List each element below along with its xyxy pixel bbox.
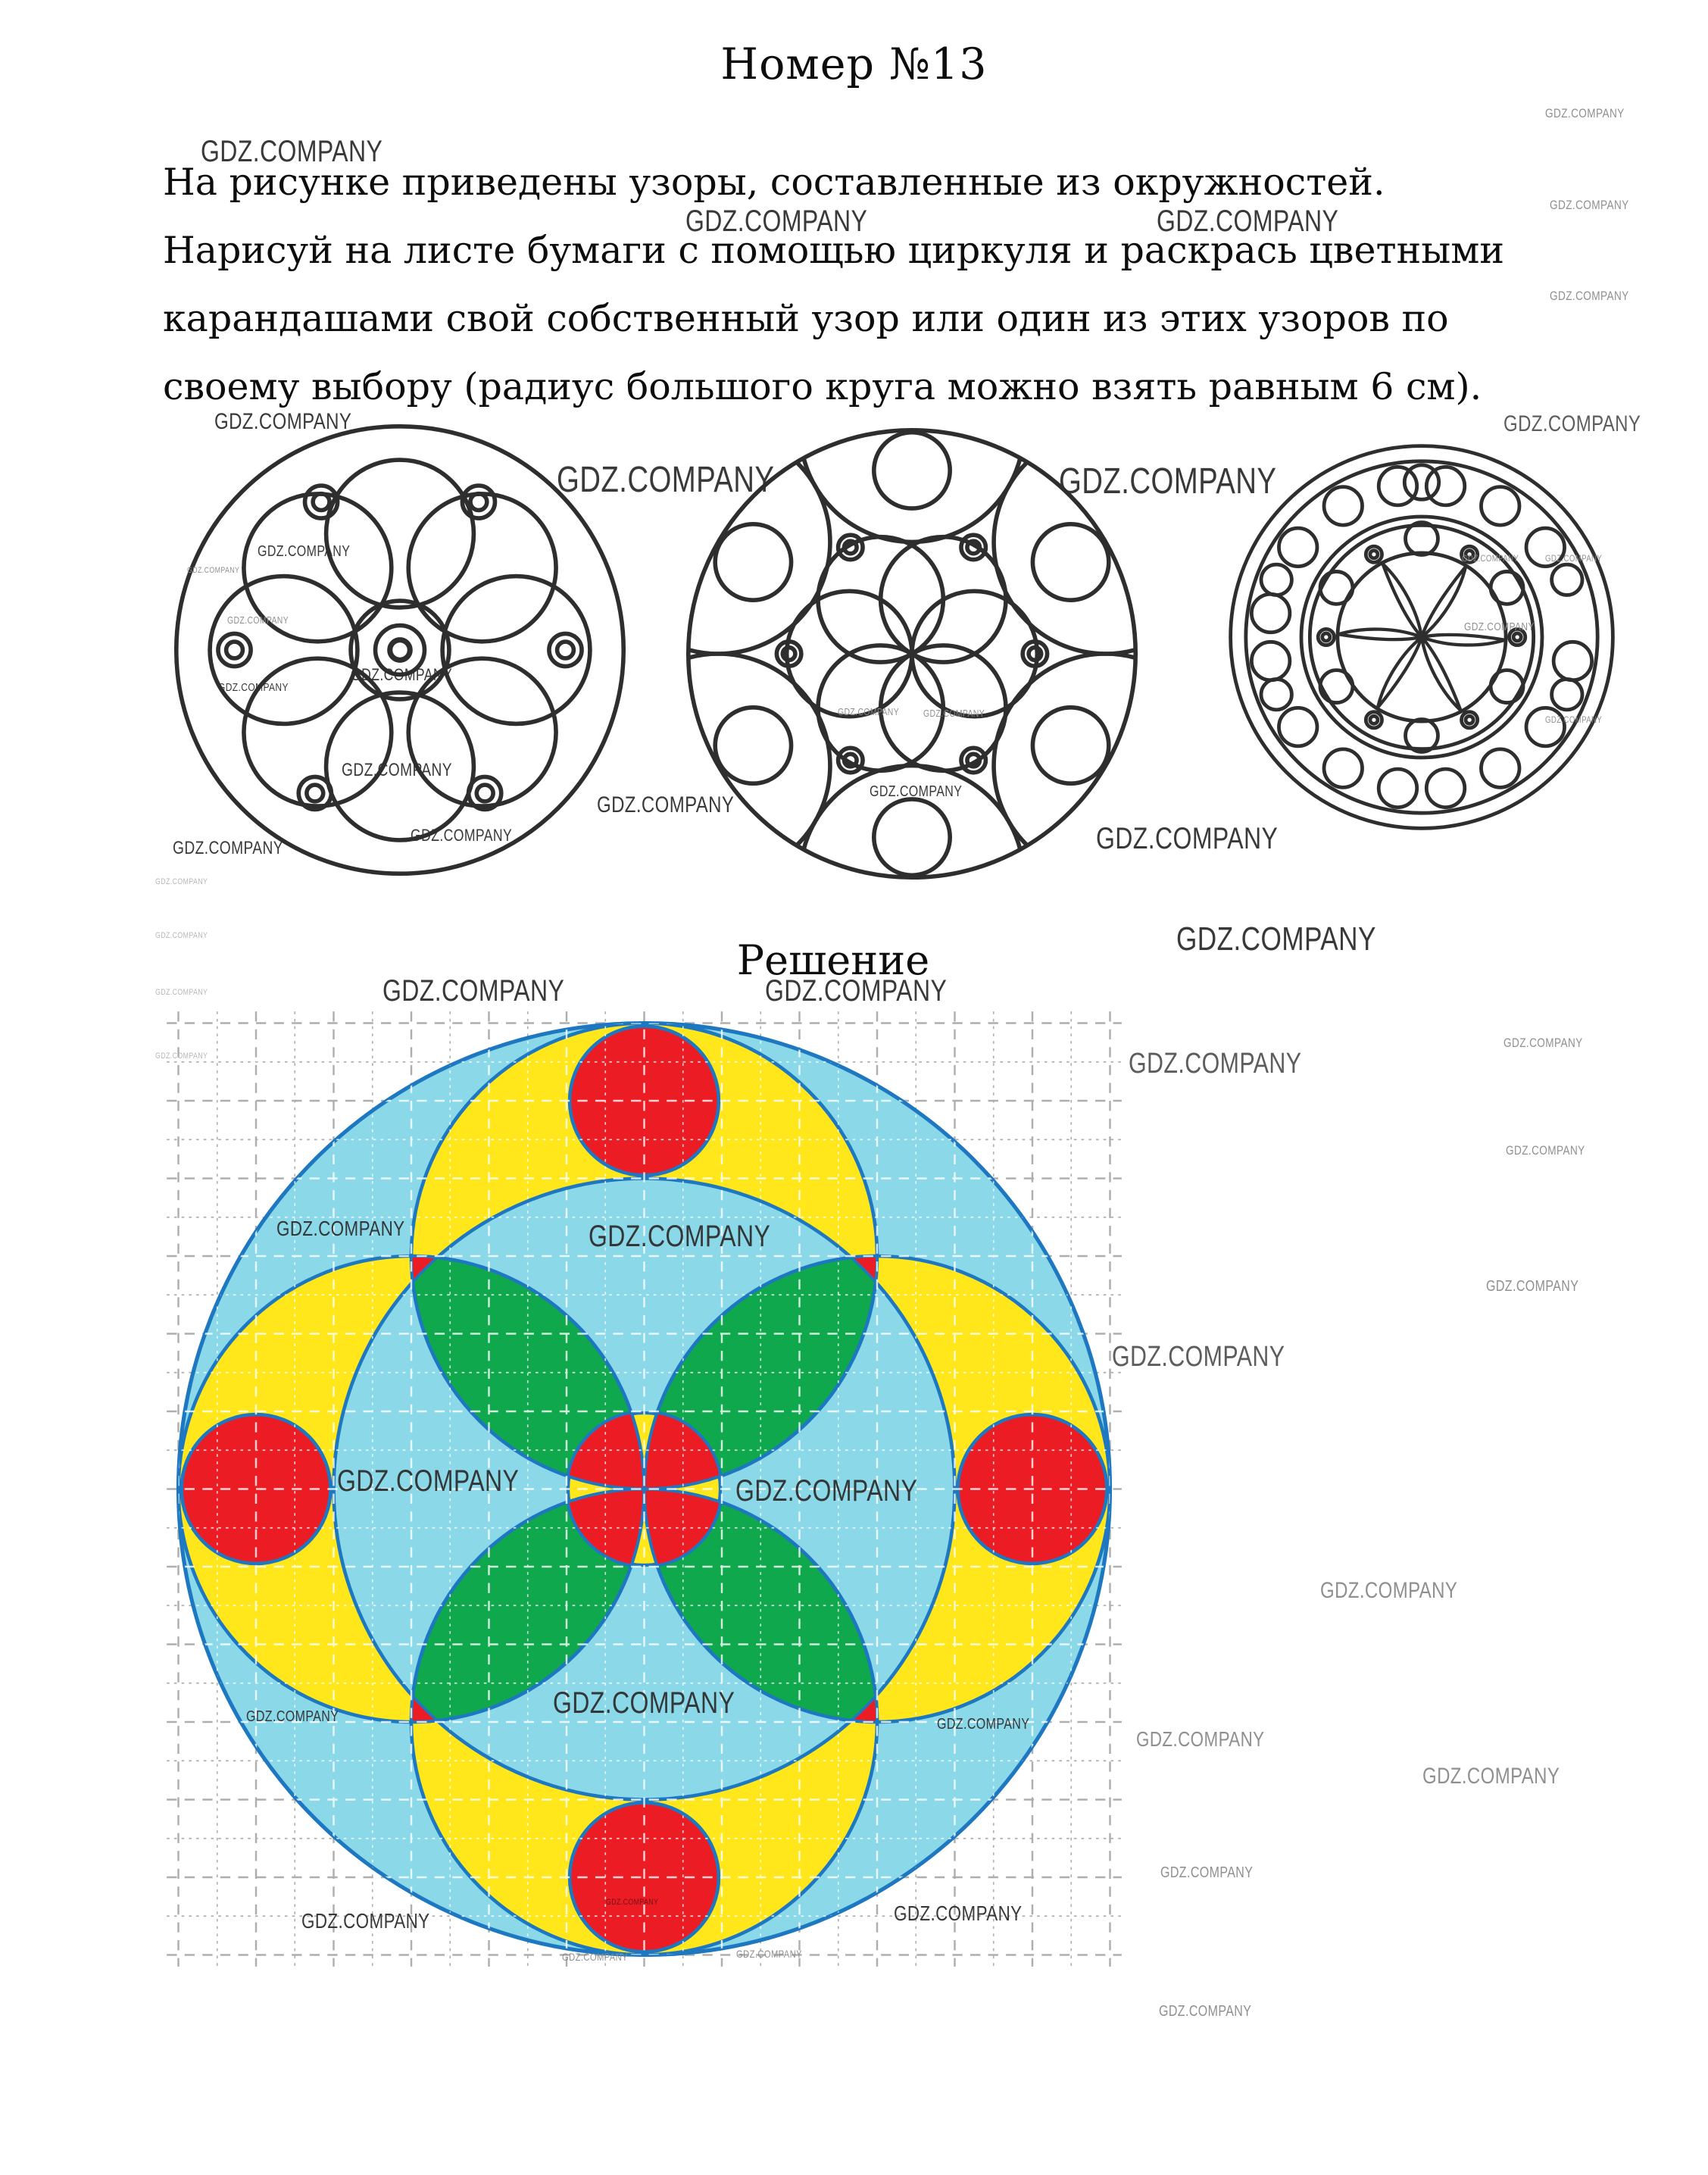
watermark: GDZ.COMPANY	[1112, 1341, 1285, 1373]
watermark: GDZ.COMPANY	[218, 681, 289, 694]
central-flower	[787, 537, 1038, 771]
watermark: GDZ.COMPANY	[187, 566, 240, 575]
watermark: GDZ.COMPANY	[838, 706, 900, 717]
watermark: GDZ.COMPANY	[246, 1708, 339, 1725]
problem-line: своему выбору (радиус большого круга можно взять равным 6 см).	[163, 365, 1482, 408]
watermark: GDZ.COMPANY	[1136, 1727, 1265, 1751]
watermark: GDZ.COMPANY	[1545, 106, 1625, 120]
watermark: GDZ.COMPANY	[1176, 920, 1376, 958]
watermark: GDZ.COMPANY	[923, 708, 985, 719]
watermark: GDZ.COMPANY	[1320, 1578, 1458, 1603]
pattern-3-mandala	[1221, 436, 1622, 838]
watermark: GDZ.COMPANY	[155, 877, 208, 886]
watermark: GDZ.COMPANY	[1550, 198, 1629, 212]
watermark: GDZ.COMPANY	[1486, 1278, 1579, 1295]
problem-text	[163, 148, 1572, 421]
watermark: GDZ.COMPANY	[597, 792, 735, 817]
watermark: GDZ.COMPANY	[606, 1898, 659, 1907]
watermark: GDZ.COMPANY	[411, 826, 513, 845]
watermark: GDZ.COMPANY	[383, 974, 565, 1008]
watermark: GDZ.COMPANY	[351, 665, 453, 684]
watermark: GDZ.COMPANY	[870, 783, 963, 800]
watermark: GDZ.COMPANY	[557, 460, 775, 500]
watermark: GDZ.COMPANY	[173, 838, 283, 858]
watermark: GDZ.COMPANY	[937, 1716, 1030, 1733]
watermark: GDZ.COMPANY	[301, 1909, 430, 1933]
watermark: GDZ.COMPANY	[1550, 289, 1629, 303]
watermark: GDZ.COMPANY	[1545, 553, 1603, 564]
watermark: GDZ.COMPANY	[276, 1217, 405, 1240]
watermark: GDZ.COMPANY	[562, 1951, 628, 1963]
watermark: GDZ.COMPANY	[258, 543, 351, 560]
watermark: GDZ.COMPANY	[1059, 461, 1277, 502]
watermark: GDZ.COMPANY	[553, 1686, 735, 1720]
watermark: GDZ.COMPANY	[765, 974, 948, 1008]
watermark: GDZ.COMPANY	[736, 1948, 802, 1960]
problem-line: На рисунке приведены узоры, составленные из окружностей.	[163, 161, 1385, 204]
bullseye-outer	[351, 601, 449, 699]
watermark: GDZ.COMPANY	[1545, 714, 1603, 725]
watermark: GDZ.COMPANY	[1129, 1048, 1302, 1080]
watermark: GDZ.COMPANY	[155, 1052, 208, 1061]
watermark: GDZ.COMPANY	[214, 409, 352, 434]
watermark: GDZ.COMPANY	[1157, 205, 1339, 238]
watermark: GDZ.COMPANY	[155, 988, 208, 997]
watermark: GDZ.COMPANY	[1160, 1864, 1254, 1881]
watermark: GDZ.COMPANY	[1462, 553, 1519, 564]
watermark: GDZ.COMPANY	[227, 614, 289, 626]
watermark: GDZ.COMPANY	[1506, 1143, 1585, 1158]
pinwheel-flower	[1338, 561, 1504, 713]
watermark: GDZ.COMPANY	[1464, 620, 1535, 633]
watermark: GDZ.COMPANY	[337, 1464, 520, 1498]
pattern-3-lines	[1231, 446, 1613, 829]
watermark: GDZ.COMPANY	[1503, 411, 1641, 436]
watermark: GDZ.COMPANY	[589, 1220, 771, 1253]
page-title: Номер №13	[720, 39, 988, 89]
watermark: GDZ.COMPANY	[342, 760, 452, 780]
problem-line: карандашами свой собственный узор или один из этих узоров по	[163, 297, 1449, 340]
watermark: GDZ.COMPANY	[1422, 1764, 1560, 1789]
solution-heading: Решение	[736, 936, 930, 984]
watermark: GDZ.COMPANY	[1503, 1036, 1583, 1050]
watermark: GDZ.COMPANY	[685, 205, 868, 238]
watermark: GDZ.COMPANY	[155, 931, 208, 940]
watermark: GDZ.COMPANY	[1096, 822, 1279, 855]
problem-line: Нарисуй на листе бумаги с помощью циркуля и раскрась цветными	[163, 229, 1505, 272]
solution-figure	[163, 1008, 1126, 1970]
watermark: GDZ.COMPANY	[1159, 2003, 1252, 2020]
watermark: GDZ.COMPANY	[201, 135, 383, 168]
watermark: GDZ.COMPANY	[894, 1902, 1023, 1925]
watermark: GDZ.COMPANY	[735, 1474, 918, 1508]
